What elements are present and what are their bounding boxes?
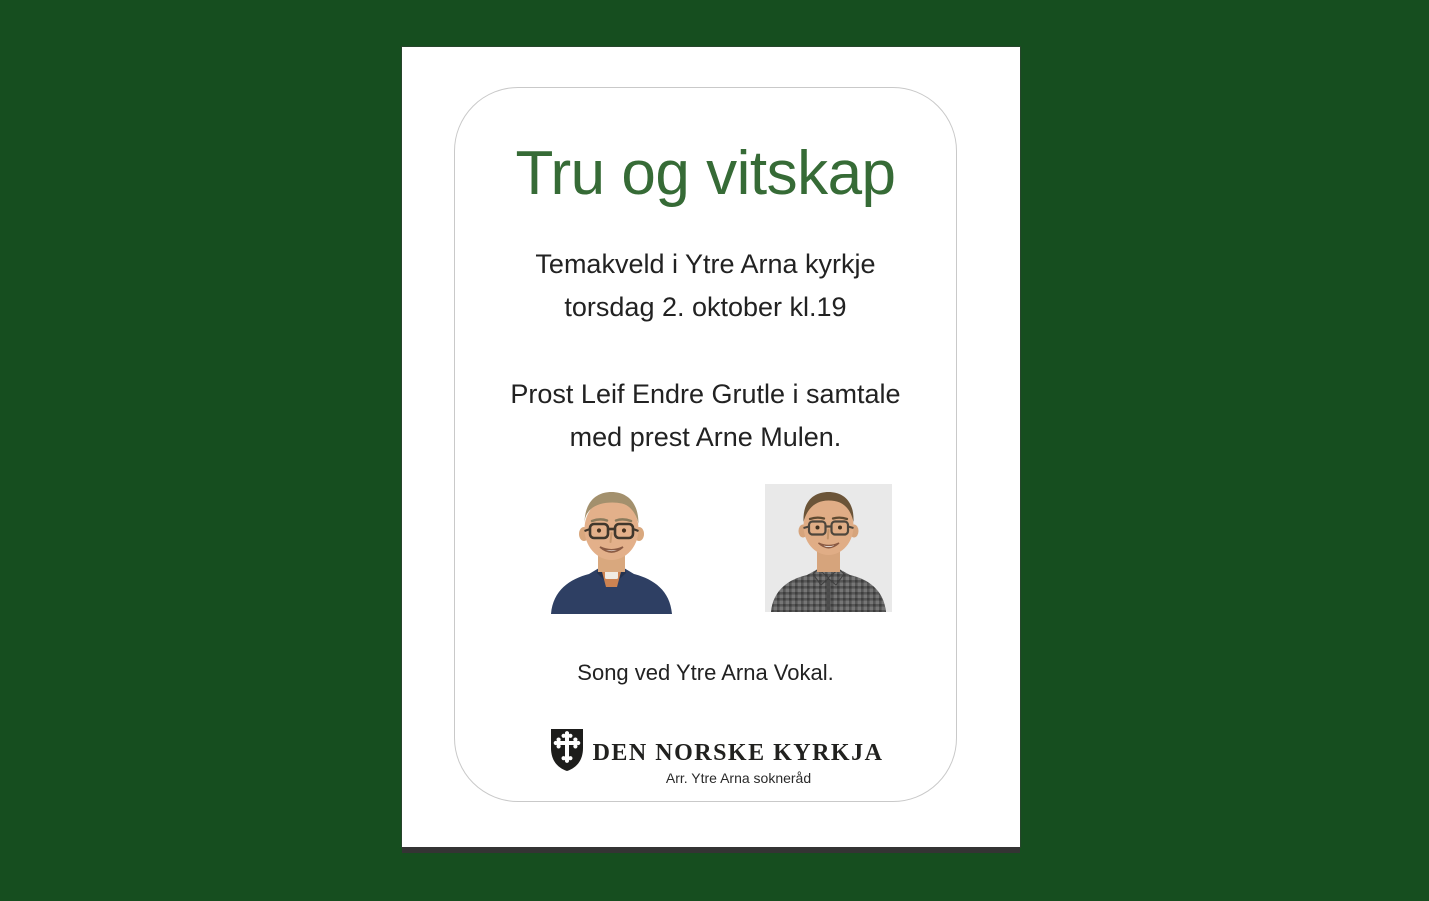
- event-info: [455, 243, 956, 329]
- speakers-info: [455, 373, 956, 459]
- event-info-line1: Temakveld i Ytre Arna kyrkje: [535, 249, 876, 279]
- speakers-info-line2: med prest Arne Mulen.: [569, 422, 842, 452]
- poster-title: Tru og vitskap: [515, 139, 896, 208]
- portrait-right-illustration: [765, 484, 892, 612]
- poster-rounded-card: [454, 87, 957, 802]
- church-logo: [466, 728, 967, 772]
- church-shield-cross-icon: [550, 728, 584, 772]
- portrait-left-illustration: [543, 484, 680, 614]
- song-credit: Song ved Ytre Arna Vokal.: [577, 660, 834, 685]
- event-info-line2: torsdag 2. oktober kl.19: [564, 292, 847, 322]
- portrait-photo-left: [543, 484, 680, 614]
- arranger-credit: Arr. Ytre Arna sokneråd: [665, 770, 812, 786]
- poster-page: [402, 47, 1020, 847]
- speakers-info-line1: Prost Leif Endre Grutle i samtale: [510, 379, 901, 409]
- portrait-photo-right: [765, 484, 892, 612]
- church-name: DEN NORSKE KYRKJA: [592, 739, 884, 766]
